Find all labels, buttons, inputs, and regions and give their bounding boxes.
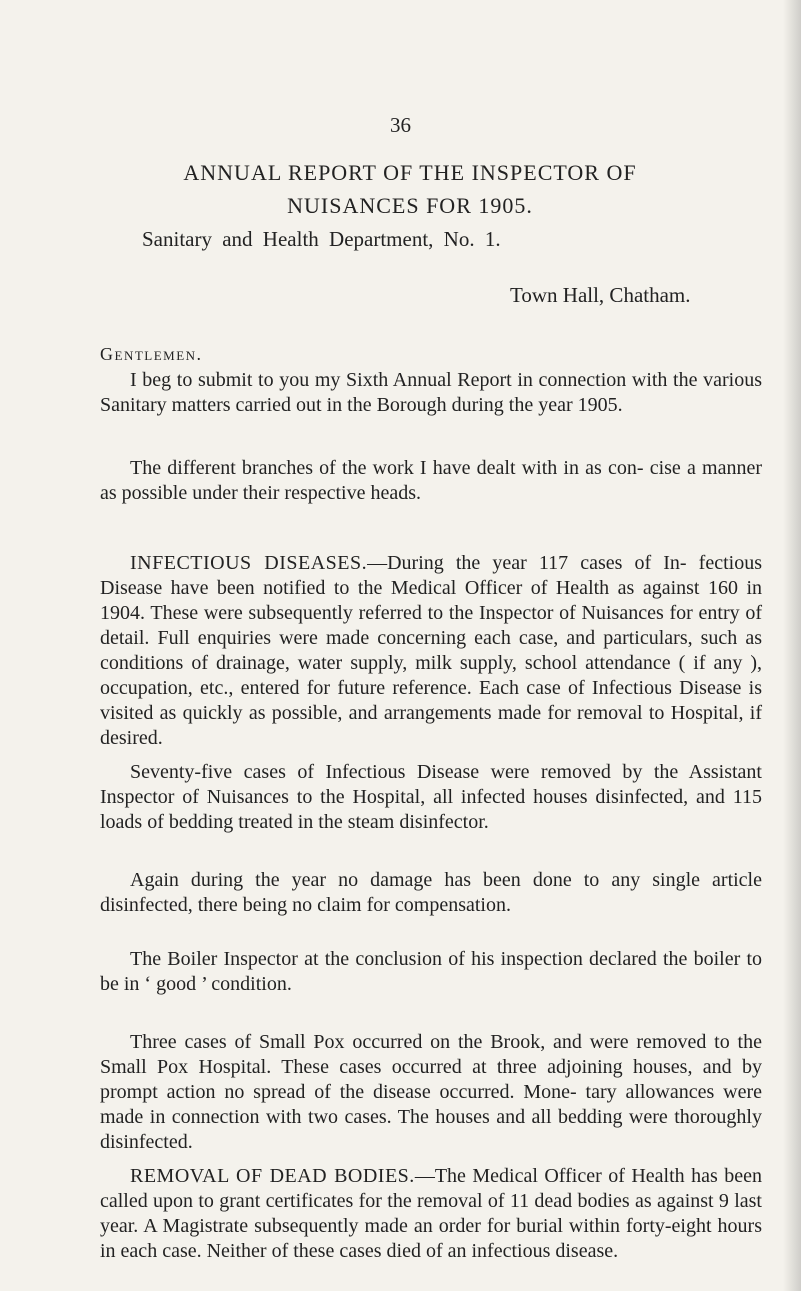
- report-title-line-1: ANNUAL REPORT OF THE INSPECTOR OF: [183, 160, 637, 185]
- paragraph-text: I beg to submit to you my Sixth Annual Report in connection with the various Sanitary matters carried out in the Borough during the year 1905.: [100, 369, 762, 416]
- paragraph-no-damage: [100, 868, 762, 918]
- address-line: Town Hall, Chatham.: [510, 283, 691, 307]
- paragraph-small-pox: [100, 1030, 762, 1155]
- paragraph-text: The Boiler Inspector at the conclusion of his inspection declared the boiler to be in ‘ good ’ condition.: [100, 948, 762, 995]
- paragraph-text: The different branches of the work I have dealt with in as con- cise a manner as possible under their respective heads.: [100, 457, 762, 504]
- section-heading-dead-bodies: REMOVAL OF DEAD BODIES.: [130, 1165, 415, 1187]
- report-title-line-2: NUISANCES FOR 1905.: [287, 193, 533, 218]
- page-number: 36: [390, 113, 411, 137]
- paragraph-introduction: [100, 368, 762, 418]
- paragraph-text: Again during the year no damage has been done to any single article disinfected, there being no claim for compensation.: [100, 869, 762, 916]
- paragraph-boiler: [100, 947, 762, 997]
- paragraph-text: Seventy-five cases of Infectious Disease were removed by the Assistant Inspector of Nuisances to the Hospital, all infected houses disinfected, and 115 loads of bedding treated in the steam disinfector.: [100, 761, 762, 833]
- paragraph-removals: [100, 760, 762, 835]
- salutation: Gentlemen.: [100, 344, 203, 364]
- section-heading-infectious-diseases: INFECTIOUS DISEASES.: [130, 552, 368, 574]
- paragraph-text: —During the year 117 cases of In- fectious Disease have been notified to the Medical Officer of Health as against 160 in 1904. These were subsequently referred to the Inspector of Nuisances for entry of detail. Full enquiries were made concerning each case, and particulars, such as conditions of drainage, water supply, milk supply, school attendance ( if any ), occupation, etc., entered for future reference. Each case of Infectious Disease is visited as quickly as possible, and arrangements made for removal to Hospital, if desired.: [100, 552, 762, 749]
- paragraph-work-branches: [100, 456, 762, 506]
- paragraph-infectious-diseases: [100, 551, 762, 751]
- page-edge-shadow: [783, 0, 801, 1291]
- paragraph-dead-bodies: [100, 1164, 762, 1264]
- paragraph-text: —The Medical Officer of Health has been called upon to grant certificates for the removal of 11 dead bodies as against 9 last year. A Magistrate subsequently made an order for burial within forty-eight hours in each case. Neither of these cases died of an infectious disease.: [100, 1165, 762, 1262]
- paragraph-text: Three cases of Small Pox occurred on the Brook, and were removed to the Small Pox Hospital. These cases occurred at three adjoining houses, and by prompt action no spread of the disease occurred. Mone- tary allowances were made in connection with two cases. The houses and all bedding were thoroughly disinfected.: [100, 1031, 762, 1153]
- department-line: Sanitary and Health Department, No. 1.: [142, 227, 501, 251]
